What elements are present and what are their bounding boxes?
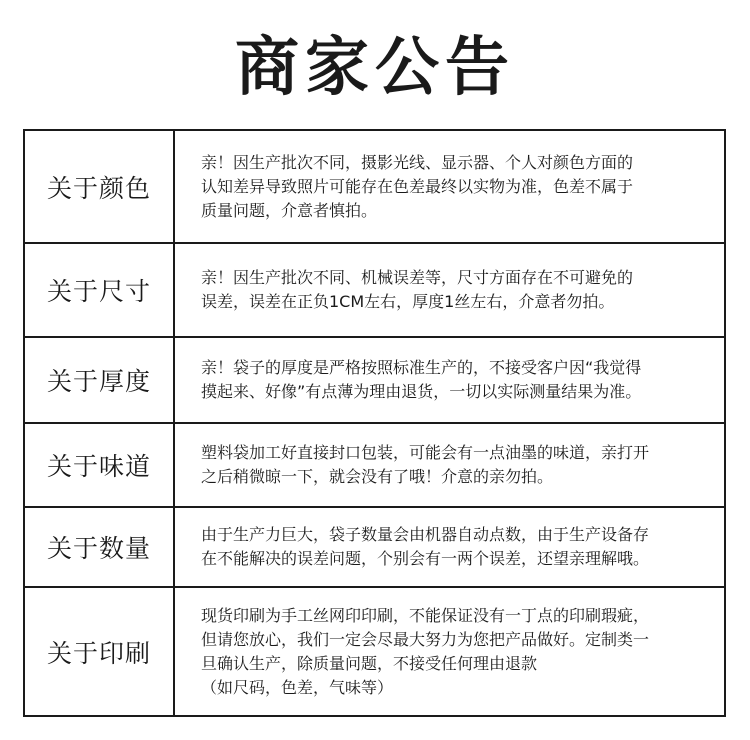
row-label: 关于数量 [24, 507, 174, 587]
row-content [174, 130, 725, 243]
content-line: （如尺码，色差，气味等） [201, 677, 394, 697]
content-line: 由于生产力巨大，袋子数量会由机器自动点数，由于生产设备存 [201, 525, 650, 544]
row-content [174, 337, 725, 423]
notice-row-quantity [24, 507, 725, 587]
content-line: 旦确认生产，除质量问题，不接受任何理由退款 [201, 653, 538, 673]
row-content [174, 507, 725, 587]
content-line: 现货印刷为手工丝网印印刷，不能保证没有一丁点的印刷瑕疵， [201, 605, 650, 625]
content-line: 质量问题，介意者慎拍。 [201, 200, 378, 220]
row-label: 关于尺寸 [24, 243, 174, 337]
row-label: 关于印刷 [24, 587, 174, 716]
row-label: 关于味道 [24, 423, 174, 507]
content-line: 亲！袋子的厚度是严格按照标准生产的，不接受客户因“我觉得 [201, 358, 642, 377]
content-line: 但请您放心，我们一定会尽最大努力为您把产品做好。定制类一 [201, 629, 650, 649]
row-content [174, 423, 725, 507]
content-line: 摸起来、好像”有点薄为理由退货，一切以实际测量结果为准。 [201, 382, 642, 401]
notice-row-size [24, 243, 725, 337]
row-label: 关于颜色 [24, 130, 174, 243]
content-line: 在不能解决的误差问题，个别会有一两个误差，还望亲理解哦。 [201, 549, 650, 568]
row-content [174, 243, 725, 337]
notice-row-thickness [24, 337, 725, 423]
notice-row-color [24, 130, 725, 243]
row-content [174, 587, 725, 716]
content-line: 误差，误差在正负1CM左右，厚度1丝左右，介意者勿拍。 [201, 292, 615, 311]
page-title: 商家公告 [235, 31, 515, 105]
notice-row-smell [24, 423, 725, 507]
content-line: 亲！因生产批次不同、机械误差等，尺寸方面存在不可避免的 [201, 268, 634, 287]
row-label: 关于厚度 [24, 337, 174, 423]
content-line: 之后稍微晾一下，就会没有了哦！介意的亲勿拍。 [201, 467, 554, 486]
notice-row-printing [24, 587, 725, 716]
content-line: 亲！因生产批次不同，摄影光线、显示器、个人对颜色方面的 [201, 152, 634, 172]
content-line: 认知差异导致照片可能存在色差最终以实物为准，色差不属于 [201, 176, 634, 196]
notice-table [23, 129, 726, 717]
content-line: 塑料袋加工好直接封口包装，可能会有一点油墨的味道，亲打开 [201, 443, 650, 462]
